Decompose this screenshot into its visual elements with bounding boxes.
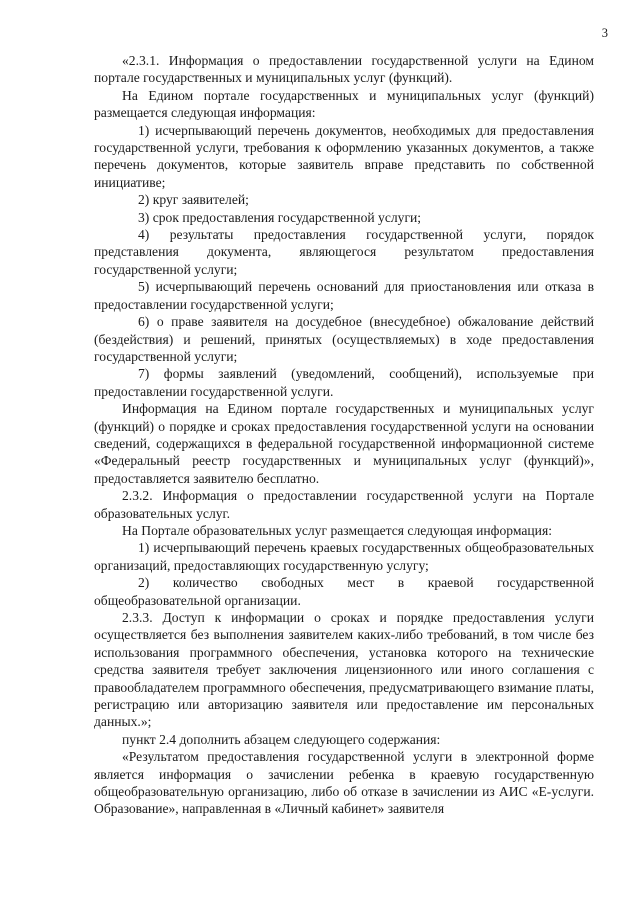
edu-list-item-1: 1) исчерпывающий перечень краевых государственных общеобразовательных организаций, предоставляющих государственную услугу; bbox=[94, 540, 594, 573]
list-item-1: 1) исчерпывающий перечень документов, необходимых для предоставления государственной услуги, требования к оформлению указанных документов, а также перечень документов, которые заявитель вправе представить по собственной инициативе; bbox=[94, 122, 594, 190]
edu-list-item-2: 2) количество свободных мест в краевой государственной общеобразовательной организации. bbox=[94, 575, 594, 608]
list-item-7: 7) формы заявлений (уведомлений, сообщений), используемые при предоставлении государственной услуги. bbox=[94, 366, 594, 399]
list-item-4: 4) результаты предоставления государственной услуги, порядок представления документа, являющегося результатом предоставления государственной услуги; bbox=[94, 227, 594, 277]
list-item-5: 5) исчерпывающий перечень оснований для приостановления или отказа в предоставлении государственной услуги; bbox=[94, 279, 594, 312]
list-item-3: 3) срок предоставления государственной услуги; bbox=[138, 209, 422, 225]
paragraph-2-3-3: 2.3.3. Доступ к информации о сроках и порядке предоставления услуги осуществляется без выполнения заявителем каких-либо требований, в том числе без использования программного обеспечения, установка которого на технические средства заявителя требует заключения лицензионного или иного соглашения с правообладателем программного обеспечения, предусматривающего взимание платы, регистрацию или авторизацию заявителя или предоставление им персональных данных.»; bbox=[94, 610, 594, 730]
paragraph-2-3-2-heading: 2.3.2. Информация о предоставлении государственной услуги на Портале образовательных услуг. bbox=[94, 488, 594, 521]
paragraph-result: «Результатом предоставления государственной услуги в электронной форме является информация о зачислении ребенка в краевую государственную общеобразовательную организацию, либо об отказе в зачислении из АИС «Е-услуги. Образование», направленная в «Личный кабинет» заявителя bbox=[94, 749, 594, 817]
list-item-6: 6) о праве заявителя на досудебное (внесудебное) обжалование действий (бездействия) и решений, принятых (осуществляемых) в ходе предоставления государственной услуги; bbox=[94, 314, 594, 364]
list-item-2: 2) круг заявителей; bbox=[138, 192, 249, 208]
paragraph-point-2-4: пункт 2.4 дополнить абзацем следующего содержания: bbox=[122, 731, 441, 747]
paragraph-2-3-1-heading: «2.3.1. Информация о предоставлении государственной услуги на Едином портале государственных и муниципальных услуг (функций). bbox=[94, 53, 594, 86]
page-number: 3 bbox=[601, 26, 608, 40]
paragraph-portal-intro: На Едином портале государственных и муниципальных услуг (функций) размещается следующая информация: bbox=[94, 87, 594, 121]
paragraph-edu-portal-intro: На Портале образовательных услуг размещается следующая информация: bbox=[122, 522, 552, 538]
document-body bbox=[94, 52, 594, 818]
paragraph-portal-info: Информация на Едином портале государственных и муниципальных услуг (функций) о порядке и сроках предоставления государственной услуги на основании сведений, содержащихся в федеральной государственной информационной системе «Федеральный реестр государственных и муниципальных услуг (функций)», предоставляется заявителю бесплатно. bbox=[94, 401, 594, 486]
